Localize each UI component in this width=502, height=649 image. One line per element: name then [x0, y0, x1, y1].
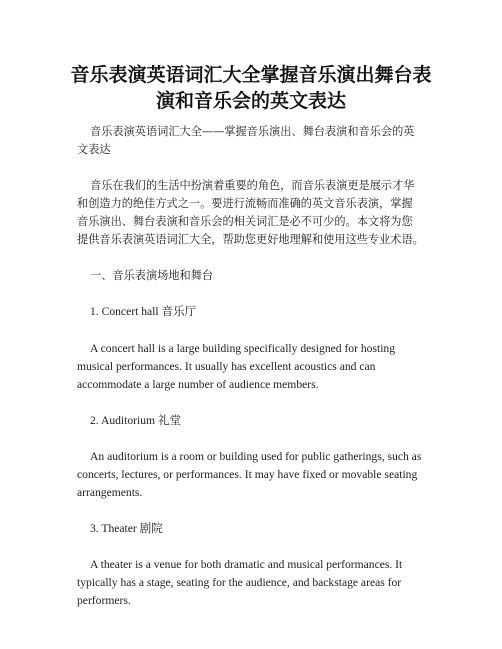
item-1-line-3: accommodate a large number of audience members.	[77, 378, 319, 391]
paragraph-1-line-1: 音乐在我们的生活中扮演着重要的角色，而音乐表演更是展示才华	[90, 179, 415, 192]
paragraph-1-line-2: 和创造力的绝佳方式之一。要进行流畅而准确的英文音乐表演，掌握	[77, 197, 413, 210]
item-3-line-3: performers.	[77, 594, 131, 607]
item-2-line-3: arrangements.	[77, 486, 143, 499]
paragraph-1-line-4: 提供音乐表演英语词汇大全，帮助您更好地理解和使用这些专业术语。	[77, 233, 424, 246]
paragraph-1-line-3: 音乐演出、舞台表演和音乐会的相关词汇是必不可少的。本文将为您	[77, 215, 413, 228]
item-2-line-1: An auditorium is a room or building used for public gatherings, such as	[90, 450, 422, 463]
document-title-line-2: 演和音乐会的英文表达	[155, 90, 346, 112]
intro-line-1: 音乐表演英语词汇大全——掌握音乐演出、舞台表演和音乐会的英	[90, 125, 415, 138]
item-1-line-2: musical performances. It usually has excellent acoustics and can	[77, 360, 376, 373]
intro-line-2: 文表达	[77, 143, 111, 156]
item-2-line-2: concerts, lectures, or performances. It may have fixed or movable seating	[77, 468, 418, 481]
item-1-heading: 1. Concert hall 音乐厅	[90, 305, 197, 318]
item-2-heading: 2. Auditorium 礼堂	[90, 414, 182, 427]
item-3-line-2: typically has a stage, seating for the audience, and backstage areas for	[77, 576, 402, 589]
item-1-line-1: A concert hall is a large building specifically designed for hosting	[90, 342, 396, 355]
item-3-heading: 3. Theater 剧院	[90, 522, 163, 535]
document-title-line-1: 音乐表演英语词汇大全掌握音乐演出舞台表	[70, 64, 432, 86]
section-heading: 一、音乐表演场地和舞台	[90, 269, 214, 282]
item-3-line-1: A theater is a venue for both dramatic and musical performances. It	[90, 558, 403, 571]
